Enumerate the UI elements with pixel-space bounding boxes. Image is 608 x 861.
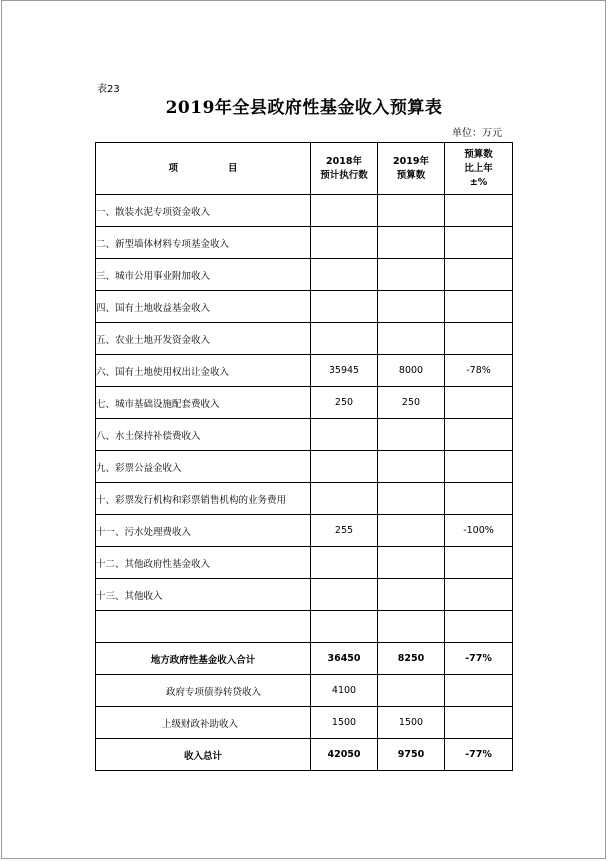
row-name: 十一、污水处理费收入 bbox=[96, 515, 311, 547]
row-name: 七、城市基础设施配套费收入 bbox=[96, 387, 311, 419]
grand-total-row bbox=[96, 739, 513, 771]
header-item-char-2: 目 bbox=[228, 162, 238, 174]
header-2019-line2: 预算数 bbox=[396, 169, 426, 181]
row-2018 bbox=[311, 291, 378, 323]
table-row bbox=[96, 579, 513, 611]
row-2019: 250 bbox=[378, 387, 445, 419]
row-2019 bbox=[378, 483, 445, 515]
row-change bbox=[445, 547, 513, 579]
header-item bbox=[96, 143, 311, 195]
sub-row-change bbox=[445, 675, 513, 707]
sub-row-change bbox=[445, 707, 513, 739]
row-change bbox=[445, 323, 513, 355]
sub-row-2019: 1500 bbox=[378, 707, 445, 739]
grand-total-name: 收入总计 bbox=[96, 739, 311, 771]
row-2019 bbox=[378, 227, 445, 259]
table-row bbox=[96, 451, 513, 483]
header-2018 bbox=[311, 143, 378, 195]
table-row bbox=[96, 259, 513, 291]
budget-table bbox=[95, 142, 513, 771]
row-2018 bbox=[311, 483, 378, 515]
row-2019 bbox=[378, 323, 445, 355]
row-change bbox=[445, 483, 513, 515]
row-name: 八、水土保持补偿费收入 bbox=[96, 419, 311, 451]
row-name: 十三、其他收入 bbox=[96, 579, 311, 611]
sub-row-2019 bbox=[378, 675, 445, 707]
header-2018-line1: 2018年 bbox=[326, 155, 362, 167]
grand-total-change: -77% bbox=[445, 739, 513, 771]
table-header-row bbox=[96, 143, 513, 195]
table-row-blank bbox=[96, 611, 513, 643]
row-name: 二、新型墙体材料专项基金收入 bbox=[96, 227, 311, 259]
row-2019 bbox=[378, 547, 445, 579]
table-row bbox=[96, 291, 513, 323]
row-change bbox=[445, 579, 513, 611]
table-row bbox=[96, 355, 513, 387]
row-2018: 250 bbox=[311, 387, 378, 419]
row-name: 九、彩票公益金收入 bbox=[96, 451, 311, 483]
row-2019 bbox=[378, 579, 445, 611]
row-change bbox=[445, 227, 513, 259]
row-2018 bbox=[311, 195, 378, 227]
row-2018 bbox=[311, 547, 378, 579]
subtotal-2018: 36450 bbox=[311, 643, 378, 675]
row-change bbox=[445, 195, 513, 227]
sub-row-name: 政府专项债券转贷收入 bbox=[96, 675, 311, 707]
row-name: 六、国有土地使用权出让金收入 bbox=[96, 355, 311, 387]
row-2019 bbox=[378, 451, 445, 483]
table-row bbox=[96, 227, 513, 259]
subtotal-2019: 8250 bbox=[378, 643, 445, 675]
header-2018-line2: 预计执行数 bbox=[320, 169, 368, 181]
row-2018 bbox=[311, 419, 378, 451]
header-item-char-1: 项 bbox=[168, 162, 178, 174]
row-name: 四、国有土地收益基金收入 bbox=[96, 291, 311, 323]
table-row bbox=[96, 547, 513, 579]
table-row bbox=[96, 515, 513, 547]
header-2019 bbox=[378, 143, 445, 195]
row-change bbox=[445, 259, 513, 291]
row-2018 bbox=[311, 259, 378, 291]
row-2018: 35945 bbox=[311, 355, 378, 387]
row-change bbox=[445, 611, 513, 643]
subtotal-name: 地方政府性基金收入合计 bbox=[96, 643, 311, 675]
row-2018 bbox=[311, 323, 378, 355]
sub-row-name: 上级财政补助收入 bbox=[96, 707, 311, 739]
row-name: 十、彩票发行机构和彩票销售机构的业务费用 bbox=[96, 483, 311, 515]
table-row bbox=[96, 483, 513, 515]
row-name: 十二、其他政府性基金收入 bbox=[96, 547, 311, 579]
row-2019 bbox=[378, 611, 445, 643]
header-change bbox=[445, 143, 513, 195]
row-change: -100% bbox=[445, 515, 513, 547]
row-name: 三、城市公用事业附加收入 bbox=[96, 259, 311, 291]
row-2019: 8000 bbox=[378, 355, 445, 387]
sub-row bbox=[96, 707, 513, 739]
subtotal-change: -77% bbox=[445, 643, 513, 675]
sub-row-2018: 1500 bbox=[311, 707, 378, 739]
sub-row-2018: 4100 bbox=[311, 675, 378, 707]
row-2018 bbox=[311, 451, 378, 483]
header-change-line1: 预算数 bbox=[464, 148, 493, 160]
grand-total-2019: 9750 bbox=[378, 739, 445, 771]
row-change bbox=[445, 291, 513, 323]
table-row bbox=[96, 323, 513, 355]
row-2018 bbox=[311, 611, 378, 643]
row-change bbox=[445, 387, 513, 419]
row-2018 bbox=[311, 579, 378, 611]
row-2019 bbox=[378, 419, 445, 451]
row-2019 bbox=[378, 291, 445, 323]
header-change-line2: 比上年 bbox=[464, 162, 493, 174]
table-row bbox=[96, 195, 513, 227]
table-row bbox=[96, 387, 513, 419]
row-name bbox=[96, 611, 311, 643]
row-2018: 255 bbox=[311, 515, 378, 547]
subtotal-row bbox=[96, 643, 513, 675]
row-name: 一、散装水泥专项资金收入 bbox=[96, 195, 311, 227]
row-change bbox=[445, 419, 513, 451]
row-2018 bbox=[311, 227, 378, 259]
header-change-line3: ±% bbox=[469, 176, 488, 188]
row-2019 bbox=[378, 259, 445, 291]
row-2019 bbox=[378, 195, 445, 227]
row-change bbox=[445, 451, 513, 483]
table-row bbox=[96, 419, 513, 451]
grand-total-2018: 42050 bbox=[311, 739, 378, 771]
page-title: 2019年全县政府性基金收入预算表 bbox=[165, 98, 443, 118]
row-change: -78% bbox=[445, 355, 513, 387]
table-number: 表23 bbox=[97, 84, 120, 95]
unit-label: 单位：万元 bbox=[452, 128, 502, 139]
row-2019 bbox=[378, 515, 445, 547]
sub-row bbox=[96, 675, 513, 707]
row-name: 五、农业土地开发资金收入 bbox=[96, 323, 311, 355]
header-2019-line1: 2019年 bbox=[393, 155, 429, 167]
